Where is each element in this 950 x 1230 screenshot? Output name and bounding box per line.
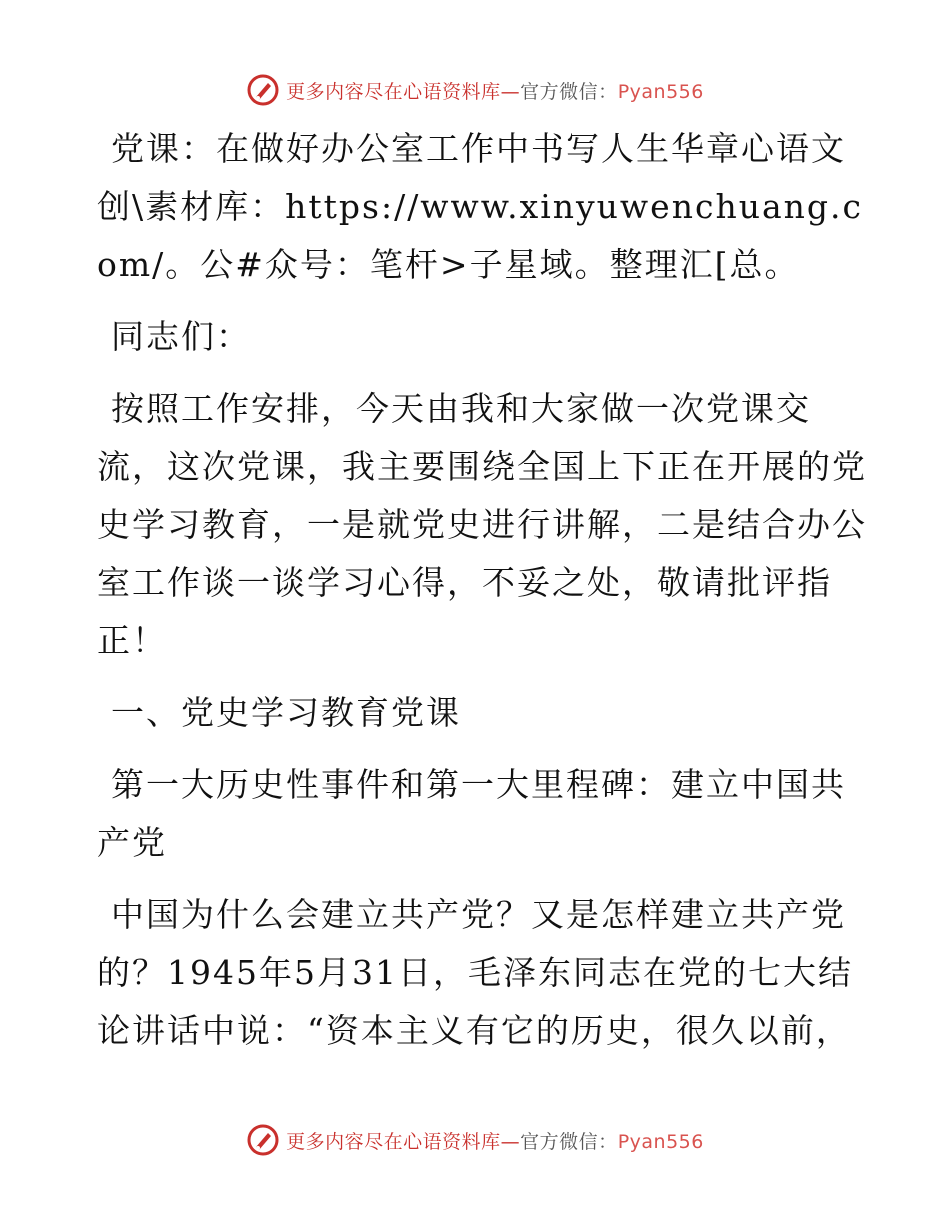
- banner-main-text: 更多内容尽在心语资料库: [286, 1130, 501, 1153]
- pen-nib-logo-icon: [246, 1123, 280, 1157]
- banner-text: [286, 77, 704, 104]
- footer-banner: [0, 1120, 950, 1160]
- banner-dash: —: [500, 80, 521, 103]
- banner-main-text: 更多内容尽在心语资料库: [286, 80, 501, 103]
- subsection-heading: 第一大历史性事件和第一大里程碑：建立中国共产党: [97, 765, 846, 862]
- paragraph-body: 中国为什么会建立共产党？又是怎样建立共产党的？1945年5月31日，毛泽东同志在党的七大结论讲话中说：“资本主义有它的历史，很久以前，: [97, 895, 853, 1050]
- paragraph-salutation: 同志们：: [111, 317, 251, 356]
- banner-official-label: 官方微信：: [520, 80, 618, 103]
- document-body: [97, 120, 867, 1074]
- banner-wechat-id: Pyan556: [617, 80, 704, 103]
- banner-wechat-id: Pyan556: [617, 1130, 704, 1153]
- banner-text: [286, 1127, 704, 1154]
- banner-dash: —: [500, 1130, 521, 1153]
- paragraph-intro: 按照工作安排，今天由我和大家做一次党课交流，这次党课，我主要围绕全国上下正在开展的党史学习教育，一是就党史进行讲解，二是结合办公室工作谈一谈学习心得，不妥之处，敬请批评指正！: [97, 389, 867, 660]
- banner-official-label: 官方微信：: [520, 1130, 618, 1153]
- paragraph-title: 党课：在做好办公室工作中书写人生华章心语文创\素材库：https://www.xinyuwenchuang.com/。公#众号：笔杆>子星域。整理汇[总。: [97, 129, 863, 284]
- pen-nib-logo-icon: [246, 73, 280, 107]
- section-heading: 一、党史学习教育党课: [111, 693, 461, 732]
- header-banner: [0, 70, 950, 110]
